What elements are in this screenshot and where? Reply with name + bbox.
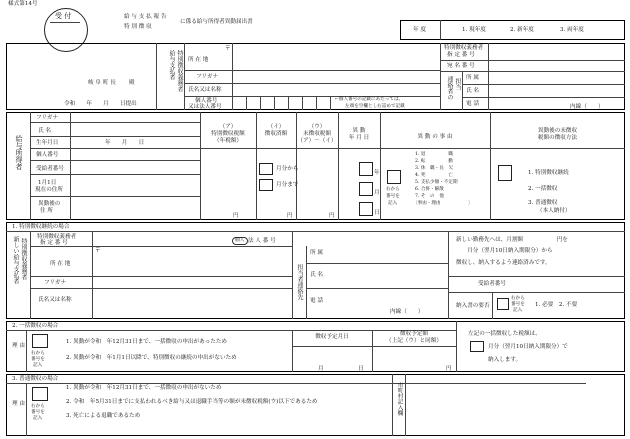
section2-title: 2. 一括徴収の場合 <box>12 323 59 329</box>
section1-furigana-label: フリガナ <box>44 280 67 286</box>
contact-phone-label: 電 話 <box>466 101 479 107</box>
submitter-vertical-label: 給与支払者 <box>168 50 175 80</box>
col-i-text: 徴収済額 <box>264 131 288 137</box>
addressee-town: 岐 阜 町 長 <box>88 80 116 86</box>
section3-option1: 1. 異動が令和 年12月31日まで、一括徴収の申出がないため <box>66 385 222 391</box>
section3-left3: 記入 <box>33 416 43 421</box>
section2-reason-label: 理 由 <box>12 343 25 349</box>
tokubetsu-label2: 指 定 番 号 <box>447 52 475 58</box>
section2-month-box[interactable] <box>470 341 484 352</box>
tokubetsu-label: 特別徴収義務者 <box>444 45 484 51</box>
atena-label: 宛 名 番 号 <box>447 63 475 69</box>
section3-left2: 番号を <box>31 410 45 415</box>
reason-7: 7. そ の 他 <box>415 194 444 199</box>
col-a-yen: 円 <box>233 213 239 219</box>
employee-vertical-label: 給与所得者 <box>15 135 23 170</box>
section1-corp-label: 法 人 番 号 <box>248 238 276 244</box>
idou-month-box[interactable] <box>359 182 373 196</box>
idou-year-box[interactable] <box>359 162 373 176</box>
reason-8: 〔事由・理由 〕 <box>413 201 473 206</box>
section2-right2: 月分（翌月10日納入期限分）で <box>488 344 568 350</box>
section2-right3: 納入します。 <box>488 357 522 363</box>
section2-h1: 徴収予定月日 <box>315 334 349 340</box>
section3-reason-box[interactable] <box>32 387 48 401</box>
section1-phone-label: 電 話 <box>310 298 323 304</box>
submission-date[interactable]: 令和 年 月 日提出 <box>64 101 137 107</box>
emp-number-label: 個人番号 <box>36 152 59 158</box>
col-u-label: （ウ） <box>308 124 326 130</box>
emp-birth-label: 生年月日 <box>36 140 59 146</box>
contact-extension: 内線（ ） <box>570 104 604 110</box>
reason-2: 2. 転 勤 <box>415 159 454 164</box>
section3-side-label: 市町村記入欄 <box>396 382 403 416</box>
to-month-label: 月分まで <box>276 182 299 188</box>
section1-notify-left: 右から <box>511 296 525 301</box>
reason-left-label3: 記入 <box>388 201 398 206</box>
submitter-furigana-label: フリガナ <box>196 74 219 80</box>
title-line1-b: 特 別 徴 収 <box>124 24 152 30</box>
col-i-label: （イ） <box>267 124 285 130</box>
contact-dept-label: 所 属 <box>466 75 479 81</box>
from-month-box[interactable] <box>259 163 273 175</box>
section2-day-tag: 日 <box>358 366 364 372</box>
col-a-text: 特別徴収税額 <box>211 131 245 137</box>
reason-4: 4. 死 亡 <box>415 173 454 178</box>
title-line2: に係る給与所得者異動届出書 <box>180 19 253 25</box>
section3-option3: 3. 死亡による退職であるため <box>66 413 141 419</box>
reason-3: 3. 休 職・長 欠 <box>415 166 454 171</box>
section3-left1: 右から <box>31 404 45 409</box>
section1-notify-label: 納入書の要否 <box>456 303 490 309</box>
method-3: 3. 普通徴収 <box>528 200 558 206</box>
reason-5: 5. 支払少額・不定期 <box>415 180 458 185</box>
section3-title: 3. 普通徴収の場合 <box>12 376 59 382</box>
section2-right1: 左記の一括徴収した税額は、 <box>468 331 541 337</box>
year-option-new[interactable]: 2. 新年度 <box>510 27 534 33</box>
year-label: 年 度 <box>413 27 426 33</box>
emp-recipient-label: 受給者番号 <box>36 166 64 172</box>
submitter-address-label: 所 在 地 <box>188 57 209 63</box>
section2-left2: 番号を <box>31 357 45 362</box>
emp-jan1-label2: 現在の住所 <box>35 187 63 193</box>
reception-seal-line <box>50 22 80 23</box>
col-u-yen: 円 <box>329 213 335 219</box>
col-idou-date2: 年 月 日 <box>348 135 370 141</box>
emp-jan1-label: 1月1日 <box>38 180 57 186</box>
section2-month-tag: 月 <box>318 366 324 372</box>
section1-dept-label: 所 属 <box>310 250 323 256</box>
submitter-number-label2: 又は法人番号 <box>188 104 222 110</box>
from-month-label: 月分から <box>276 166 299 172</box>
reason-6: 6. 合併・解散 <box>415 187 444 192</box>
submitter-number-label: 個人番号 <box>195 98 218 104</box>
col-u-text2: （ア）－（イ） <box>297 138 337 144</box>
section1-title: 1. 特別徴収継続の場合 <box>12 224 70 230</box>
idou-month-label: 月 <box>374 190 380 196</box>
section2-left1: 右から <box>31 351 45 356</box>
emp-name-label: 氏 名 <box>38 128 51 134</box>
section1-cname-label: 氏 名 <box>310 272 323 278</box>
title-line1-a: 給 与 支 払 報 告 <box>124 14 167 20</box>
reason-1: 1. 退 職 <box>415 152 454 157</box>
section3-option2: 2. 令和 年5月31日までに支払われるべき給与又は退職手当等の額が未徴収税額(ウ)以下であるため <box>66 399 318 405</box>
contact-label: 連絡者の <box>446 76 453 100</box>
col-a-text2: （年税額） <box>214 138 242 144</box>
section1-corp-tag: 個人 <box>232 237 248 245</box>
section1-notify-left3: 記入 <box>513 308 523 313</box>
section3-reason-label: 理 由 <box>12 401 25 407</box>
emp-birth-format[interactable]: 年 月 日 <box>105 140 145 146</box>
section2-h2: 徴収予定額 <box>400 331 428 337</box>
col-method2: 税額の徴収方法 <box>537 135 578 141</box>
section1-recipient-label: 受給者番号 <box>478 281 506 287</box>
year-option-current[interactable]: 1. 現年度 <box>462 27 486 33</box>
reception-seal-label: 受 付 <box>55 12 72 20</box>
submitter-name-label: 氏名又は名称 <box>188 87 222 93</box>
section1-name-label: 氏名又は名称 <box>38 297 72 303</box>
reason-number-box[interactable] <box>387 170 401 184</box>
section1-designation2: 指 定 番 号 <box>40 240 68 246</box>
section1-contact-label: 担当者連絡先 <box>296 264 303 300</box>
section2-option2: 2. 異動が令和 年1月1日以降で、特別徴収の継続の申出がないため <box>66 355 237 361</box>
method-3b: （本人納付） <box>537 208 571 214</box>
method-number-box[interactable] <box>498 165 512 181</box>
section2-left3: 記入 <box>33 363 43 368</box>
reason-left-label: 右から <box>386 187 400 192</box>
emp-after-addr-label: 異動後の <box>38 201 61 207</box>
section1-note3: 徴収し、納入するよう連絡済みです。 <box>456 260 551 266</box>
col-method: 異動後の未徴収 <box>537 128 578 134</box>
number-note2: 左端を空欄とし右詰めで記載 <box>345 104 405 109</box>
col-idou-date: 異 動 <box>352 128 366 134</box>
section1-address-label: 所 在 地 <box>50 261 71 267</box>
section2-option1: 1. 異動が令和 年12月31日まで、一括徴収の申出があったため <box>66 339 228 345</box>
number-note: ←個人番号の記載にあたっては、 <box>335 97 404 102</box>
year-option-both[interactable]: 3. 両年度 <box>560 27 584 33</box>
section1-new-payer: 新しい給与支払者 <box>12 236 19 284</box>
col-reason: 異 動 の 事 由 <box>417 134 453 140</box>
reason-left-label2: 番号を <box>386 194 400 199</box>
method-2: 2. 一括徴収 <box>528 186 558 192</box>
to-month-box[interactable] <box>259 179 273 191</box>
contact-label2: 担当 <box>454 78 461 90</box>
section2-reason-box[interactable] <box>32 334 48 348</box>
section1-designation-vertical: 特別徴収義務者 <box>20 238 27 280</box>
section1-note2: 月分（翌月10日納入期限分）から <box>456 248 553 254</box>
method-1: 1. 特別徴収継続 <box>528 170 569 176</box>
idou-day-label: 日 <box>374 210 380 216</box>
section1-notify-left2: 番号を <box>511 302 525 307</box>
addressee-honorific: 殿 <box>129 80 135 86</box>
section1-designation: 特別徴収義務者 <box>37 234 77 240</box>
section2-yen-tag: 円 <box>446 366 452 372</box>
col-a-label: （ア） <box>219 124 237 130</box>
form-number: 様式第14号 <box>8 1 38 7</box>
idou-year-label: 年 <box>374 170 380 176</box>
section1-notify-box[interactable] <box>497 298 509 310</box>
idou-day-box[interactable] <box>359 202 373 216</box>
col-i-yen: 円 <box>287 213 293 219</box>
emp-after-addr-label2: 住 所 <box>40 208 53 214</box>
section1-note1: 新しい勤務先へは、月割額 円を <box>456 237 568 243</box>
emp-furigana-label: フリガナ <box>36 115 59 121</box>
section1-ext: 内線（ ） <box>390 309 424 315</box>
col-u-text: 未徴収税額 <box>303 131 331 137</box>
contact-name-label: 氏 名 <box>466 88 479 94</box>
section2-h3: （上記（ウ）と同額） <box>386 338 442 344</box>
section1-notify-options: 1. 必要 2. 不要 <box>535 302 578 308</box>
submitter-vertical-label2: 特別徴収義務者 <box>176 50 183 92</box>
